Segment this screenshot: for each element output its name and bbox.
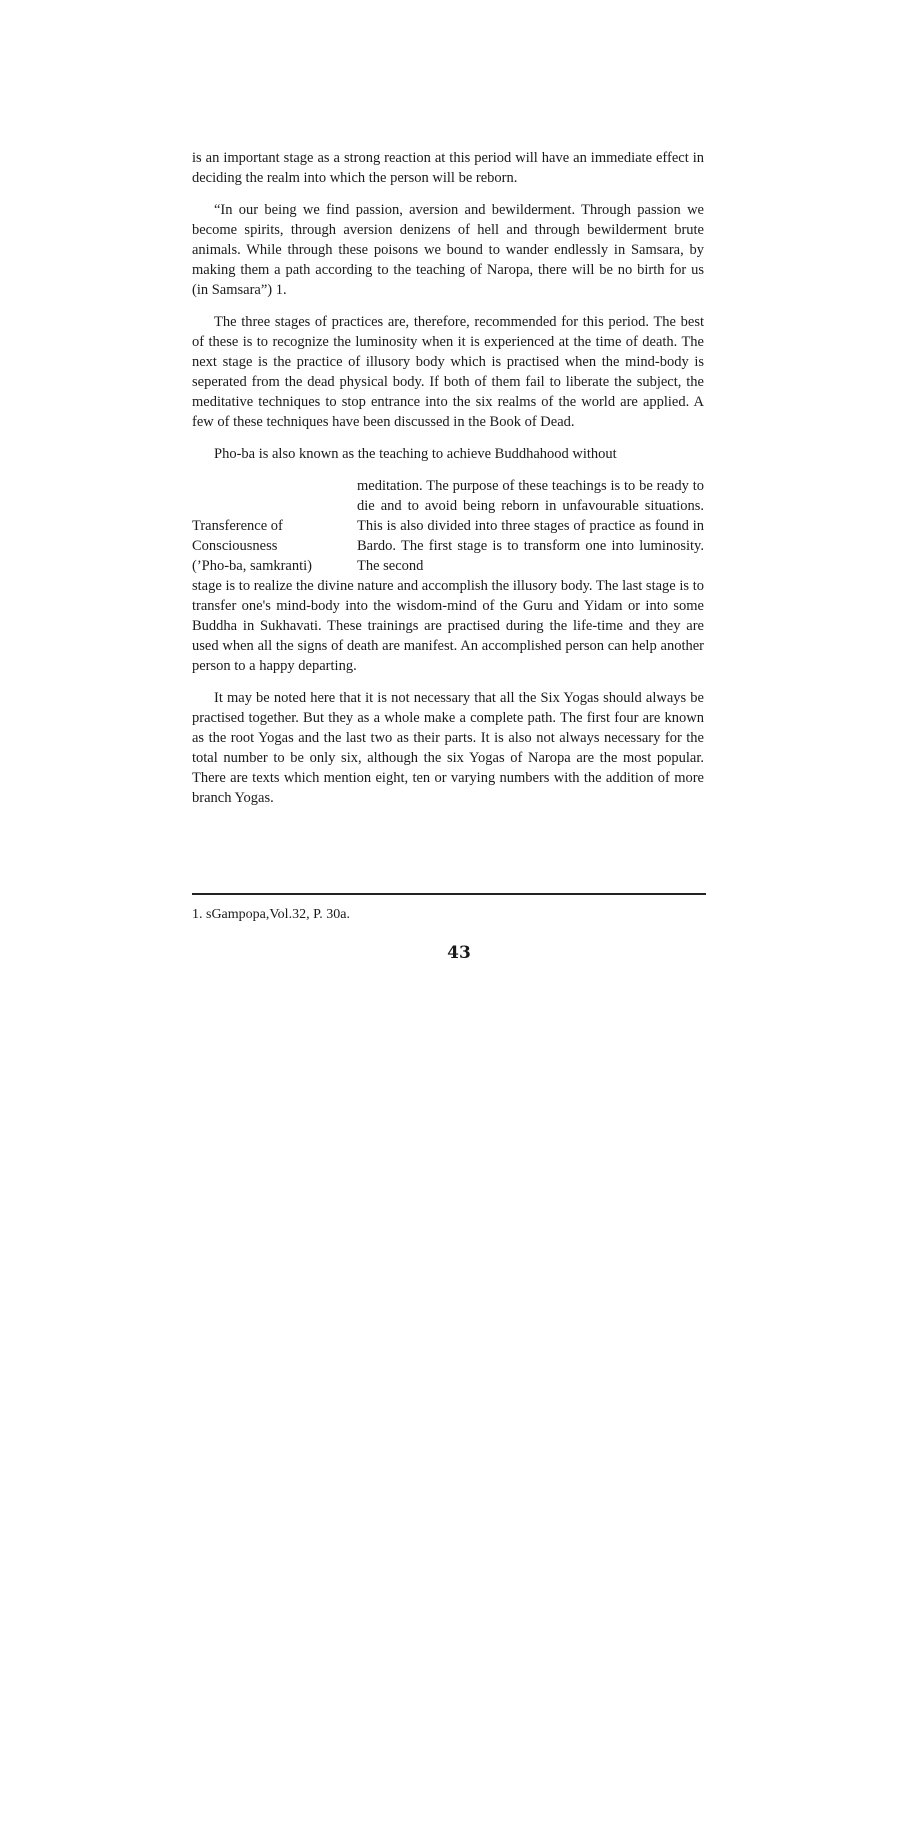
- paragraph-quotation: “In our being we find passion, aversion and bewilderment. Through passion we become spirits, through aversion denizens of hell and through bewilderment brute animals. While through these poisons we bound to wander endlessly in Samsara, by making them a path according to the teaching of Naropa, there will be no birth for us (in Samsara”) 1.: [192, 202, 704, 298]
- marginal-heading: [192, 476, 357, 576]
- pho-ba-body: meditation. The purpose of these teachings is to be ready to die and to avoid being reborn in unfavourable situations. This is also divided into three stages of practice as found in Bardo. The first stage is to transform one into luminosity. The second: [357, 478, 704, 574]
- page-number: 43: [447, 943, 471, 963]
- pho-ba-marginal-row: [192, 476, 704, 576]
- marginal-heading-line-3: (’Pho-ba, samkranti): [192, 558, 312, 574]
- paragraph-continuation: is an important stage as a strong reaction at this period will have an immediate effect in deciding the realm into which the person will be reborn.: [192, 150, 704, 186]
- page-body: [192, 148, 704, 820]
- pho-ba-lead-line: Pho-ba is also known as the teaching to achieve Buddhahood without: [214, 446, 617, 462]
- footnote: 1. sGampopa,Vol.32, P. 30a.: [192, 907, 351, 922]
- marginal-heading-line-1: Transference of: [192, 518, 283, 534]
- marginal-heading-line-2: Consciousness: [192, 538, 278, 554]
- paragraph-three-stages: The three stages of practices are, therefore, recommended for this period. The best of these is to recognize the luminosity when it is experienced at the time of death. The next stage is the practice of illusory body which is practised when the mind-body is seperated from the dead physical body. If both of them fail to liberate the subject, the meditative techniques to stop entrance into the six realms of the world are applied. A few of these techniques have been discussed in the Book of Dead.: [192, 314, 704, 430]
- paragraph-six-yogas: It may be noted here that it is not necessary that all the Six Yogas should always be practised together. But they as a whole make a complete path. The first four are known as the root Yogas and the last two as their parts. It is also not always necessary for the total number to be only six, although the six Yogas of Naropa are the most popular. There are texts which mention eight, ten or varying numbers with the addition of more branch Yogas.: [192, 690, 704, 806]
- footnote-rule: [192, 893, 706, 895]
- pho-ba-tail: stage is to realize the divine nature and accomplish the illusory body. The last stage is to transfer one's mind-body into the wisdom-mind of the Guru and Yidam or into some Buddha in Sukhavati. These trainings are practised during the life-time and they are used when all the signs of death are manifest. An accomplished person can help another person to a happy departing.: [192, 578, 704, 674]
- paragraph-pho-ba: [192, 444, 704, 676]
